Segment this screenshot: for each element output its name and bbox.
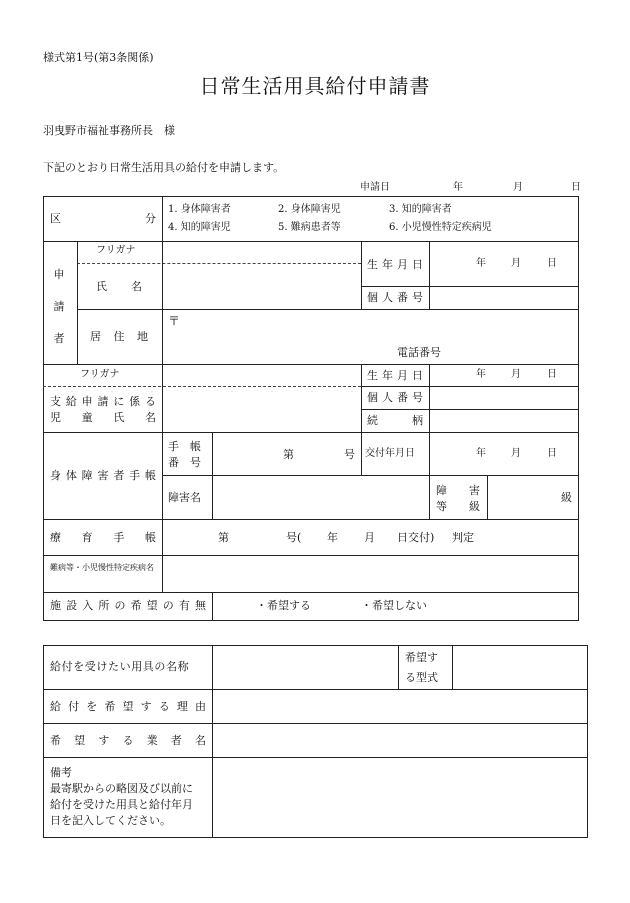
- rule-v: [429, 432, 430, 519]
- applicant-section-label: 申 請 者: [53, 268, 65, 345]
- intractable-disease-label: 難病等・小児慢性特定疾病名: [50, 563, 154, 572]
- intractable-disease-field[interactable]: [163, 556, 578, 591]
- category-option-2[interactable]: 2. 身体障害児: [278, 204, 341, 215]
- item-name-label: 給付を受けたい用具の名称: [50, 660, 190, 673]
- application-date-label: 申請日: [360, 182, 390, 193]
- reason-field[interactable]: [213, 690, 587, 722]
- applicant-name-field[interactable]: [163, 264, 360, 308]
- facility-admission-label: 施 設 入 所 の 希 望 の 有 無: [50, 599, 206, 612]
- application-month: 月: [513, 182, 523, 193]
- ryoiku-judgment: 判定: [452, 531, 474, 544]
- applicant-address-field[interactable]: [163, 310, 578, 363]
- applicant-birth-month: 月: [511, 258, 521, 269]
- model-label-1: 希望す: [405, 651, 438, 664]
- rule: [43, 241, 579, 242]
- form-number: 様式第1号(第3条関係): [43, 51, 154, 64]
- relationship-label: 続 柄: [367, 414, 423, 427]
- addressee: 羽曳野市福祉事務所長 様: [43, 124, 175, 137]
- ryoiku-year: 年: [327, 531, 338, 544]
- page-title: 日常生活用具給付申請書: [199, 74, 431, 98]
- intro-text: 下記のとおり日常生活用具の給付を申請します。: [43, 161, 285, 174]
- applicant-personal-number-label: 個 人 番 号: [367, 291, 423, 304]
- issue-date-label: 交付年月日: [365, 448, 415, 459]
- ryoiku-issued: 日交付): [397, 531, 435, 544]
- applicant-address-label: 居 住 地: [90, 330, 148, 343]
- book-number-label-1: 手 帳: [168, 440, 201, 453]
- child-label-line1: 支 給 申 請 に 係 る: [50, 395, 156, 408]
- child-label-line2: 児 童 氏 名: [50, 411, 156, 424]
- book-number-label-2: 番 号: [168, 456, 201, 469]
- rule-v: [398, 645, 399, 689]
- grade-label-2: 等 級: [436, 500, 480, 513]
- rule-v: [361, 432, 362, 475]
- child-birth-year: 年: [476, 369, 486, 380]
- child-personal-number-label: 個 人 番 号: [367, 391, 423, 404]
- ryoiku-go: 号(: [286, 531, 302, 544]
- rule-v: [77, 241, 78, 364]
- vendor-label: 希 望 す る 業 者 名: [50, 734, 206, 747]
- category-option-1[interactable]: 1. 身体障害者: [168, 204, 231, 215]
- rule-v: [361, 241, 362, 309]
- applicant-birth-year: 年: [476, 258, 486, 269]
- category-option-4[interactable]: 4. 知的障害児: [168, 222, 231, 233]
- child-name-field[interactable]: [163, 387, 360, 431]
- reason-label: 給 付 を 希 望 す る 理 由: [50, 700, 206, 713]
- facility-option-no[interactable]: ・希望しない: [361, 599, 427, 612]
- child-birthdate-label: 生 年 月 日: [367, 369, 423, 382]
- remarks-label: 備考: [50, 766, 72, 779]
- remarks-field[interactable]: [213, 758, 587, 837]
- facility-option-yes[interactable]: ・希望する: [256, 599, 311, 612]
- phone-number-label: 電話番号: [397, 346, 441, 359]
- applicant-personal-number-field[interactable]: [430, 287, 578, 308]
- category-option-5[interactable]: 5. 難病患者等: [278, 222, 341, 233]
- rule-v: [162, 196, 163, 241]
- remarks-note-1: 最寄駅からの略図及び以前に: [50, 782, 193, 795]
- child-birth-month: 月: [511, 369, 521, 380]
- rule: [43, 432, 579, 433]
- remarks-note-3: 日を記入してください。: [50, 814, 171, 827]
- rule: [361, 386, 579, 387]
- applicant-name-label: 氏 名: [96, 280, 142, 293]
- item-name-field[interactable]: [213, 646, 397, 688]
- remarks-note-2: 給付を受けた用具と給付年月: [50, 798, 193, 811]
- issue-year: 年: [476, 448, 486, 459]
- category-option-6[interactable]: 6. 小児慢性特定疾病児: [389, 222, 492, 233]
- grade-kyu: 級: [561, 491, 572, 504]
- rule: [43, 519, 579, 520]
- child-birth-day: 日: [547, 369, 557, 380]
- issue-month: 月: [511, 448, 521, 459]
- model-label-2: る型式: [405, 671, 438, 684]
- category-label: 区 分: [50, 212, 156, 225]
- vendor-field[interactable]: [213, 724, 587, 756]
- ryoiku-month: 月: [364, 531, 375, 544]
- rule-v: [487, 475, 488, 519]
- applicant-birth-day: 日: [547, 258, 557, 269]
- issue-day: 日: [547, 448, 557, 459]
- applicant-furigana-label: フリガナ: [96, 245, 136, 256]
- book-number-go: 号: [344, 448, 355, 461]
- ryoiku-dai: 第: [218, 531, 229, 544]
- model-field[interactable]: [453, 646, 587, 688]
- grade-label-1: 障 害: [436, 484, 480, 497]
- rule-v: [361, 364, 362, 432]
- applicant-birthdate-label: 生 年 月 日: [367, 258, 423, 271]
- disability-name-label: 障害名: [168, 491, 201, 504]
- physical-disability-book-label: 身 体 障 害 者 手 帳: [50, 469, 156, 482]
- rule: [43, 364, 579, 365]
- relationship-field[interactable]: [430, 410, 578, 431]
- postal-mark: 〒: [168, 314, 181, 328]
- ryoiku-book-label: 療 育 手 帳: [50, 531, 156, 544]
- rule-v: [212, 592, 213, 621]
- category-option-3[interactable]: 3. 知的障害者: [389, 204, 452, 215]
- application-day: 日: [571, 182, 581, 193]
- application-year: 年: [453, 182, 463, 193]
- child-furigana-label: フリガナ: [80, 369, 120, 380]
- book-number-dai: 第: [283, 448, 294, 461]
- rule: [43, 592, 579, 593]
- disability-name-field[interactable]: [213, 476, 428, 518]
